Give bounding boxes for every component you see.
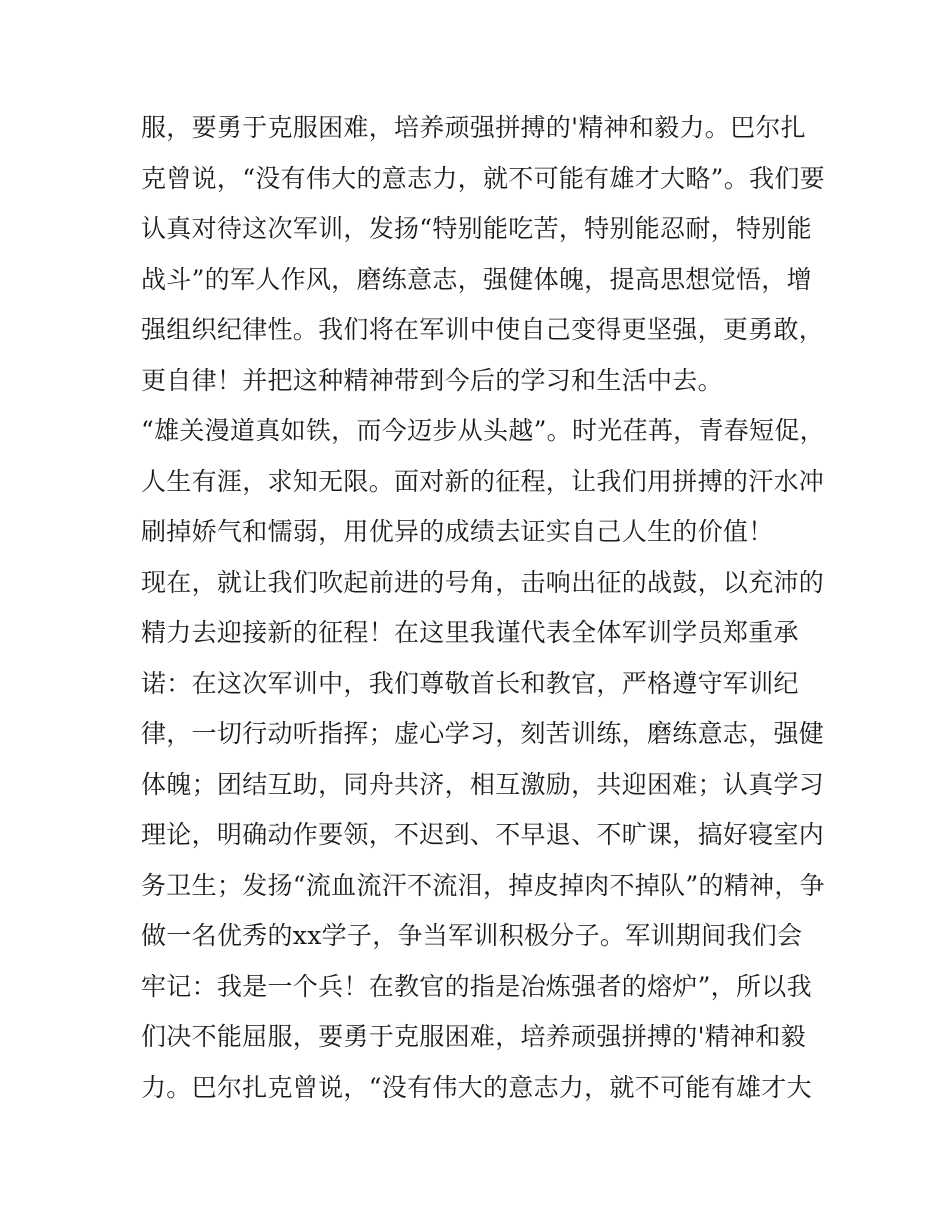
text-line-18: 牢记：我是一个兵！在教官的指是冶炼强者的熔炉”，所以我 (141, 971, 812, 1001)
text-line-2: 克曾说，“没有伟大的意志力，就不可能有雄才大略”。我们要 (141, 163, 825, 193)
text-line-8: 人生有涯，求知无限。面对新的征程，让我们用拼搏的汗水冲 (141, 466, 825, 496)
text-line-17: 做一名优秀的xx学子，争当军训积极分子。军训期间我们会 (141, 921, 803, 950)
text-line-10: 现在，就让我们吹起前进的号角，击响出征的战鼓，以充沛的 (141, 567, 825, 597)
text-line-12: 诺：在这次军训中，我们尊敬首长和教官，严格遵守军训纪 (141, 668, 799, 698)
text-line-1: 服，要勇于克服困难，培养顽强拼搏的'精神和毅力。巴尔扎 (141, 113, 806, 142)
text-line-19: 们决不能屈服，要勇于克服困难，培养顽强拼搏的'精神和毅 (141, 1022, 806, 1051)
text-line-11: 精力去迎接新的征程！在这里我谨代表全体军训学员郑重承 (141, 618, 799, 647)
text-line-9: 刷掉娇气和懦弱，用优异的成绩去证实自己人生的价值！ (141, 517, 774, 546)
body-text (141, 103, 831, 1113)
text-line-16: 务卫生；发扬“流血流汗不流泪，掉皮掉肉不掉队”的精神，争 (141, 870, 825, 900)
text-line-13: 律，一切行动听指挥；虚心学习，刻苦训练，磨练意志，强健 (141, 719, 825, 748)
text-line-7: “雄关漫道真如铁，而今迈步从头越”。时光荏苒，青春短促， (141, 416, 825, 445)
text-line-6: 更自律！并把这种精神带到今后的学习和生活中去。 (141, 365, 723, 395)
text-line-3: 认真对待这次军训，发扬“特别能吃苦，特别能忍耐，特别能 (141, 214, 812, 243)
text-line-15: 理论，明确动作要领，不迟到、不早退、不旷课，搞好寝室内 (141, 820, 825, 849)
text-line-5: 强组织纪律性。我们将在军训中使自己变得更坚强，更勇敢， (141, 315, 825, 344)
text-line-4: 战斗”的军人作风，磨练意志，强健体魄，提高思想觉悟，增 (141, 264, 812, 294)
text-line-20: 力。巴尔扎克曾说，“没有伟大的意志力，就不可能有雄才大 (141, 1072, 812, 1102)
text-line-14: 体魄；团结互助，同舟共济，相互激励，共迎困难；认真学习 (141, 769, 825, 799)
